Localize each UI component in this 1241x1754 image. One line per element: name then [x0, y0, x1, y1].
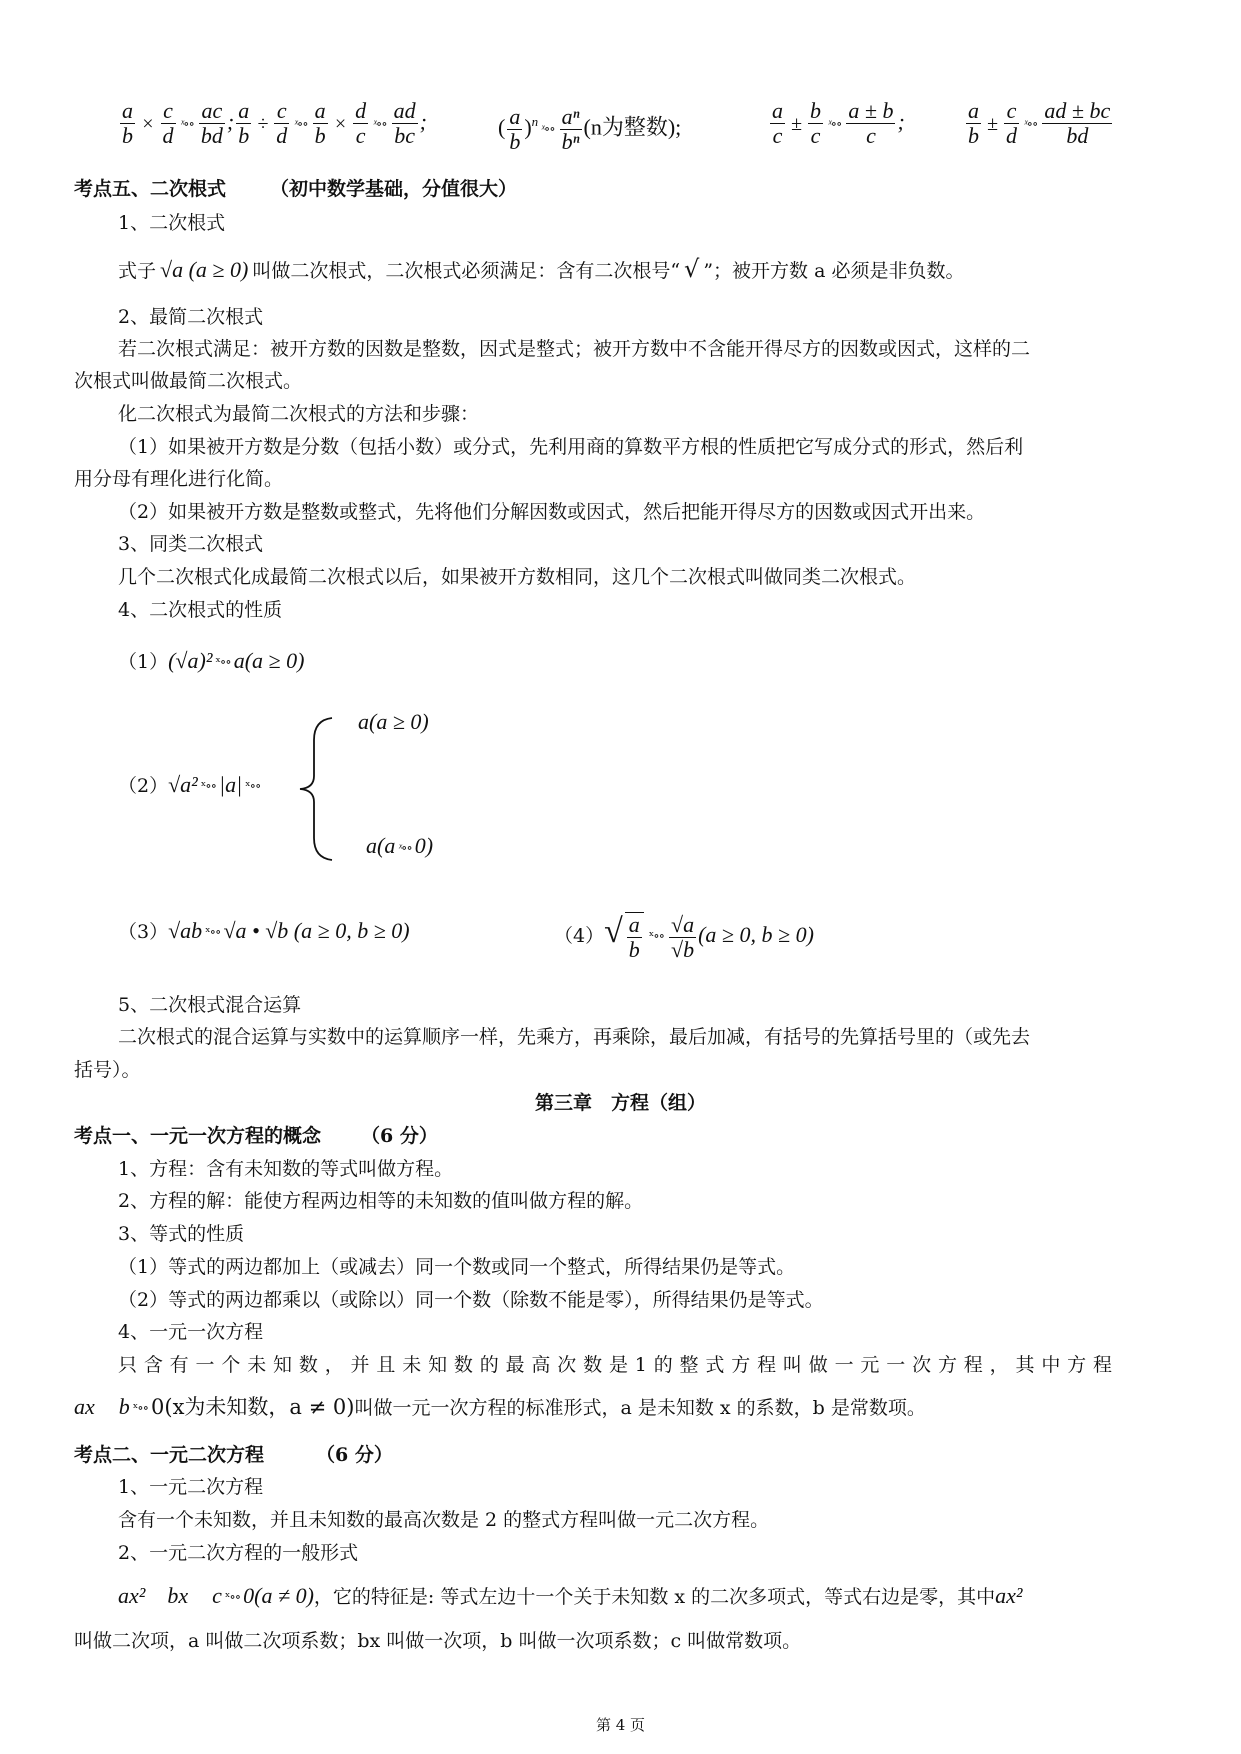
- math-expression: bx: [167, 1583, 189, 1608]
- math-expression: 0(a ≠ 0): [243, 1583, 314, 1608]
- math-expression: (a ≥ 0, b ≥ 0): [698, 922, 814, 947]
- fraction: [353, 99, 368, 148]
- equals-symbol: ˣ∘∘: [200, 779, 217, 794]
- math-expression: (√a)²: [168, 648, 213, 673]
- equals-symbol: ˣ∘∘: [373, 115, 387, 131]
- math-expression: √a • √b (a ≥ 0, b ≥ 0): [223, 918, 410, 943]
- equals-symbol: ˣ∘∘: [648, 929, 665, 944]
- denominator: d: [276, 123, 288, 149]
- property-2-case-1: a(a ≥ 0): [358, 709, 429, 734]
- denominator: c: [770, 123, 785, 148]
- heading-title: 考点五、二次根式: [74, 178, 227, 200]
- heading-score: （6 分）: [316, 1444, 393, 1466]
- heading-score: （6 分）: [361, 1125, 438, 1147]
- paragraph-line: 化二次根式为最简二次根式的方法和步骤：: [118, 403, 480, 425]
- numerator: c: [163, 98, 173, 124]
- section-heading: [74, 1123, 438, 1149]
- paragraph: [118, 252, 964, 286]
- text: 式子: [118, 260, 157, 282]
- paragraph-line: （1）等式的两边都加上（或减去）同一个数或同一个整式，所得结果仍是等式。: [118, 1256, 796, 1278]
- paragraph-line: 4、一元一次方程: [118, 1321, 264, 1343]
- paragraph-line: 1、一元二次方程: [118, 1476, 264, 1498]
- denominator: bc: [392, 123, 418, 148]
- numerator: a: [122, 98, 133, 124]
- paragraph-line: 二次根式的混合运算与实数中的运算顺序一样，先乘方，再乘除，最后加减，有括号的先算括号里的（或先去: [118, 1026, 1031, 1048]
- paragraph-line: 若二次根式满足：被开方数的因数是整数，因式是整式；被开方数中不含能开得尽方的因数或因式，这样的二: [118, 338, 1031, 360]
- denominator: bd: [200, 123, 223, 149]
- fraction: [1042, 99, 1112, 148]
- math-expression: c: [212, 1583, 222, 1608]
- math-expression: √ab: [168, 918, 203, 943]
- text: ”；被开方数 a 必须是非负数。: [703, 260, 965, 282]
- fraction: [1004, 99, 1019, 148]
- denominator: b: [628, 937, 640, 962]
- equals-symbol: ˣ∘∘: [827, 115, 842, 131]
- paragraph-line: 括号）。: [74, 1059, 141, 1081]
- chapter-title: 第三章 方程（组）: [534, 1092, 706, 1114]
- item-label: （1）: [118, 651, 169, 673]
- separator: ;: [226, 109, 235, 134]
- paragraph-line: 含有一个未知数，并且未知数的最高次数是 2 的整式方程叫做一元二次方程。: [118, 1509, 770, 1531]
- denominator: √b: [671, 936, 695, 962]
- numerator: a: [628, 912, 640, 937]
- linear-equation-line: [74, 1390, 926, 1424]
- denominator: b: [122, 123, 133, 149]
- numerator: b: [809, 98, 821, 124]
- item-label: （2）: [118, 775, 169, 797]
- math-expression: √a (a ≥ 0): [160, 257, 249, 282]
- math-expression: ax: [74, 1394, 95, 1419]
- text: ，它的特征是: 等式左边十一个关于未知数 x 的二次多项式，等式右边是零，其中: [313, 1586, 996, 1608]
- equals-symbol: ˣ∘∘: [205, 925, 221, 940]
- sub-heading: 3、同类二次根式: [118, 533, 264, 555]
- fraction: [770, 99, 785, 148]
- less-than-symbol: ˣ∘∘: [398, 839, 412, 855]
- same-denominator-rule: [768, 92, 905, 152]
- text: 叫做一元一次方程的标准形式，a 是未知数 x 的系数，b 是常数项。: [354, 1397, 926, 1419]
- exponent: n: [531, 114, 539, 129]
- numerator: c: [1006, 98, 1017, 124]
- paragraph-line: （2）等式的两边都乘以（或除以）同一个数（除数不能是零），所得结果仍是等式。: [118, 1289, 824, 1311]
- denominator: d: [162, 123, 174, 149]
- left-brace-icon: [296, 716, 342, 862]
- paragraph-line: 2、一元二次方程的一般形式: [118, 1542, 359, 1564]
- radical-sign: √: [684, 255, 700, 283]
- denominator: c: [846, 123, 895, 148]
- equals-symbol: ˣ∘∘: [245, 779, 261, 794]
- divide-sign: ÷: [257, 112, 269, 135]
- fraction: [507, 105, 522, 154]
- paragraph-line: 1、方程：含有未知数的等式叫做方程。: [118, 1158, 454, 1180]
- paragraph-line: 只 含 有 一 个 未 知 数 ， 并 且 未 知 数 的 最 高 次 数 是 1 的 整 式 方 程 叫 做 一 元 一 次 方 程 ， 其 中 方 程: [118, 1354, 1113, 1376]
- numerator: ac: [201, 98, 223, 124]
- denominator: d: [1005, 123, 1017, 149]
- math-expression: ax²: [995, 1583, 1023, 1608]
- denominator: c: [353, 123, 368, 148]
- denominator: c: [808, 123, 823, 148]
- numerator: √a: [671, 911, 695, 937]
- diff-denominator-rule: [964, 92, 1114, 152]
- fraction: [236, 99, 251, 148]
- fraction-rules-line: [118, 92, 427, 152]
- heading-note: （初中数学基础，分值很大）: [270, 178, 518, 200]
- paragraph-line: （2）如果被开方数是整数或整式，先将他们分解因数或因式，然后把能开得尽方的因数或因式开出来。: [118, 501, 986, 523]
- radical-sign: √: [604, 913, 623, 950]
- separator: ;: [419, 109, 427, 134]
- paragraph-line: 几个二次根式化成最简二次根式以后，如果被开方数相同，这几个二次根式叫做同类二次根式。: [118, 566, 917, 588]
- equals-symbol: ˣ∘∘: [541, 121, 555, 137]
- numerator: a: [238, 98, 250, 124]
- item-label: （4）: [554, 925, 605, 947]
- equals-symbol: ˣ∘∘: [1023, 115, 1038, 131]
- heading-title: 考点二、一元二次方程: [74, 1444, 265, 1466]
- numerator: a: [968, 98, 979, 124]
- equals-symbol: ˣ∘∘: [132, 1401, 149, 1416]
- fraction: [846, 99, 895, 148]
- fraction: [161, 99, 176, 148]
- math-expression: |a|: [219, 772, 243, 797]
- paragraph-line: 2、方程的解：能使方程两边相等的未知数的值叫做方程的解。: [118, 1190, 644, 1212]
- numerator: c: [276, 98, 287, 124]
- fraction: [625, 912, 644, 962]
- equals-symbol: ˣ∘∘: [215, 655, 231, 670]
- paragraph-line: 用分母有理化进行化简。: [74, 468, 284, 490]
- fraction: [808, 99, 823, 148]
- power-rule: ( $\frac{a}{b}$ )$^n$ ˣ∘∘ $\frac{\text{aⁿ}}{\text{bⁿ}}$ (n为整数);: [498, 92, 681, 152]
- math-expression: 0): [414, 833, 434, 858]
- math-expression: 0(x为未知数，a ≠ 0): [151, 1395, 355, 1419]
- numerator: ad ± bc: [1044, 98, 1111, 124]
- separator: ;: [897, 109, 905, 134]
- fraction: [560, 105, 582, 154]
- fraction: [120, 99, 135, 148]
- page-number: 第 4 页: [595, 1716, 646, 1734]
- numerator: a: [509, 103, 521, 129]
- denominator: bd: [1042, 123, 1112, 148]
- numerator: ad: [393, 98, 416, 124]
- paragraph-line: 叫做二次项，a 叫做二次项系数；bx 叫做一次项，b 叫做一次项系数；c 叫做常数项。: [74, 1630, 802, 1652]
- denominator: b: [238, 123, 250, 149]
- math-expression: √a²: [168, 772, 198, 797]
- text: 叫做二次根式，二次根式必须满足：含有二次根号“: [252, 260, 681, 282]
- times-sign: ×: [141, 112, 155, 135]
- numerator: a: [772, 98, 783, 124]
- item-label: （3）: [118, 921, 169, 943]
- denominator: b: [968, 123, 979, 149]
- property-4: [554, 902, 814, 962]
- equals-symbol: ˣ∘∘: [294, 115, 308, 131]
- numerator: d: [355, 98, 367, 124]
- paragraph-line: （1）如果被开方数是分数（包括小数）或分式，先利用商的算数平方根的性质把它写成分式的形式，然后利: [118, 436, 1024, 458]
- quadratic-equation-line: [118, 1578, 1023, 1614]
- property-1: [118, 644, 304, 678]
- property-3: [118, 914, 410, 948]
- section-heading: [74, 176, 517, 202]
- math-expression: ax²: [118, 1583, 146, 1608]
- sub-heading: 5、二次根式混合运算: [118, 994, 302, 1016]
- section-heading: [74, 1442, 393, 1468]
- denominator: b: [314, 123, 326, 149]
- heading-title: 考点一、一元一次方程的概念: [74, 1125, 322, 1147]
- plus-minus-sign: ±: [987, 112, 998, 135]
- paragraph-line: 次根式叫做最简二次根式。: [74, 370, 303, 392]
- plus-minus-sign: ±: [791, 112, 802, 135]
- fraction: [199, 99, 225, 148]
- numerator: a ± b: [848, 98, 894, 124]
- math-expression: a(a: [366, 833, 396, 858]
- sub-heading: 1、二次根式: [118, 212, 226, 234]
- equals-symbol: ˣ∘∘: [180, 115, 194, 131]
- denominator: b: [509, 128, 521, 154]
- fraction: [274, 99, 289, 148]
- fraction: [313, 99, 328, 148]
- sub-heading: 4、二次根式的性质: [118, 599, 283, 621]
- denominator: bⁿ: [561, 128, 580, 154]
- times-sign: ×: [333, 112, 348, 135]
- equals-symbol: ˣ∘∘: [224, 1590, 241, 1605]
- property-2: [118, 768, 263, 802]
- fraction: [669, 913, 696, 962]
- property-2-case-2: [366, 830, 433, 862]
- numerator: a: [314, 98, 326, 124]
- numerator: aⁿ: [561, 103, 580, 129]
- integer-note: (n为整数);: [583, 114, 682, 140]
- sub-heading: 2、最简二次根式: [118, 306, 264, 328]
- math-expression: a(a ≥ 0): [233, 648, 305, 673]
- paragraph-line: 3、等式的性质: [118, 1223, 245, 1245]
- fraction: [966, 99, 981, 148]
- math-expression: b: [118, 1394, 130, 1419]
- fraction: [392, 99, 418, 148]
